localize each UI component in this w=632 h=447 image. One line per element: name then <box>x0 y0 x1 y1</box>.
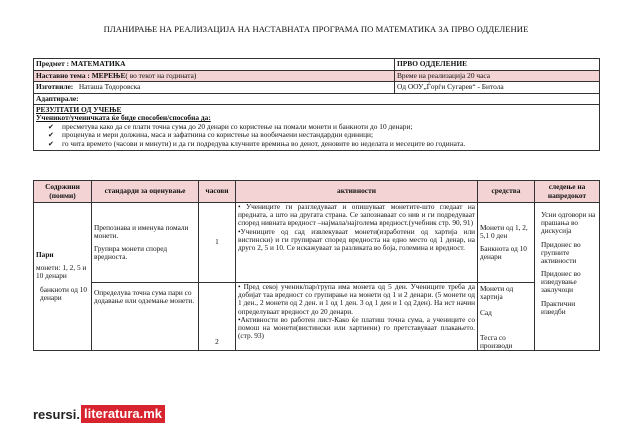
footer-logo[interactable] <box>33 405 165 423</box>
plan-table <box>33 180 600 351</box>
checkmark-icon: ✔ <box>48 122 54 131</box>
activity-cell <box>236 283 478 351</box>
outcomes-list <box>36 123 597 149</box>
header-content: Содржини (поими) <box>34 181 92 203</box>
content-title: Пари <box>36 250 54 259</box>
outcome-text: пресметува како да се плати точна сума до 20 денари со користење на помали монети и банкноти до 10 денари; <box>62 121 413 131</box>
outcomes-intro: Ученикот/ученичката ќе биде способен/способна да: <box>36 113 211 123</box>
tracking-cell <box>535 203 600 351</box>
outcome-item <box>48 139 597 149</box>
header-standards: стандарди за оценување <box>92 181 199 203</box>
activity-text: • Пред секој ученик/пар/група има монета од 5 ден. Учениците треба да добијат таа вредност со групирање на монети од 1 и 2 денари. (5 монети од 1 ден., 2 монети од 2 ден. и 1 од 1 ден. 3 од 1 ден и 1 од 2ден). На ист начин определуваат вредност до 20 денари. <box>238 282 475 316</box>
means-cell <box>478 283 535 351</box>
means-text: Монети од хартија <box>480 284 514 302</box>
adapted-cell: Адаптирале: <box>34 93 600 105</box>
standard-text: Групира монети според вредноста. <box>94 244 168 262</box>
activity-cell <box>236 203 478 283</box>
header-means: средства <box>478 181 535 203</box>
means-text: Монети од 1, 2, 5,1 0 ден <box>480 222 528 240</box>
tracking-text: Усни одговори на прашања во дискусија <box>541 210 596 236</box>
tracking-text: Практични изведби <box>541 298 576 316</box>
footer-brand: literatura.mk <box>81 405 165 423</box>
outcome-text: проценува и мери должина, маса и зафатнина со користење на вообичаени нестандардни единици; <box>62 130 374 140</box>
means-text: Сад <box>480 308 492 318</box>
means-text: Тесга со производи <box>480 332 513 350</box>
topic-value: МЕРЕЊЕ <box>91 70 126 80</box>
topic-note: ( во текот на годината) <box>125 70 197 80</box>
outcomes-heading: РЕЗУЛТАТИ ОД УЧЕЊЕ <box>36 105 122 114</box>
content-cell <box>34 203 92 351</box>
author-name: Наташа Тодоровска <box>78 82 141 92</box>
standard-cell <box>92 283 199 351</box>
table-row <box>34 283 600 351</box>
topic-label: Наставно тема : <box>36 70 90 80</box>
standard-text: Определува точна сума пари со додавање или одземање монети. <box>94 288 195 306</box>
standard-cell <box>92 203 199 283</box>
checkmark-icon: ✔ <box>48 131 54 140</box>
means-text: Банкнота од 10 денари <box>480 244 527 262</box>
means-cell <box>478 203 535 283</box>
outcome-text: го чита времето (часови и минути) и да ги подредува клучните времиња во денот, деновите во неделата и месеците во годината. <box>62 139 466 149</box>
activity-text: •Активности во работен лист-Како ќе платиш точна сума, а учениците со помош на монети(вистински или хартиени) го претставуваат плакањето.(стр. 93) <box>238 314 475 341</box>
subject-cell: Предмет : МАТЕМАТИКА <box>34 59 395 71</box>
author-cell <box>34 82 395 94</box>
outcomes-cell <box>34 105 600 151</box>
page-title: ПЛАНИРАЊЕ НА РЕАЛИЗАЦИЈА НА НАСТАВНАТА ПРОГРАМА ПО МАТЕМАТИКА ЗА ПРВО ОДДЕЛЕНИЕ <box>103 24 529 34</box>
author-label: Изготвиле: <box>36 82 74 92</box>
activity-text: •Учениците од сад извлекуваат монети(изработени од хартија или вистински) и ги групираат според вредноста на едно место од 1 денар, на друго 2, 5 и 10. Се искажуваат за разликата во боја, големина и вредност. <box>238 226 475 252</box>
content-banknotes: банкноти од 10 денари <box>40 284 88 302</box>
standard-text: Препознава и именува помали монети. <box>94 222 189 240</box>
tracking-text: Придонес во групните активности <box>541 239 581 265</box>
header-activities: активности <box>236 181 478 203</box>
checkmark-icon: ✔ <box>48 140 54 149</box>
content-coins: монети: 1, 2, 5 и 10 денари <box>36 263 87 281</box>
time-cell: Време на реализација 20 часа <box>395 70 600 82</box>
header-row <box>34 181 600 203</box>
tracking-text: Придонес во изведување заклучоци <box>541 269 581 295</box>
hours-cell: 2 <box>199 283 236 351</box>
footer-prefix: resursi. <box>33 406 80 422</box>
info-table <box>33 58 600 151</box>
activity-text: • Учениците ги разгледуваат и опишуваат монетите-што гледаат на предната, а што на другата страна. Се запознаваат со нив и ги подредуваат според нивната вредност –најмала/најголема вредност.(учебник стр. 90, 91) <box>238 202 475 228</box>
table-row <box>34 203 600 283</box>
hours-cell: 1 <box>199 203 236 283</box>
school-cell: Од ООУ„Ѓорѓи Сугарев“ - Битола <box>395 82 600 94</box>
grade-cell: ПРВО ОДДЕЛЕНИЕ <box>395 59 600 71</box>
header-hours: часови <box>199 181 236 203</box>
header-tracking: следење на напредокот <box>535 181 600 203</box>
topic-cell <box>34 70 395 82</box>
